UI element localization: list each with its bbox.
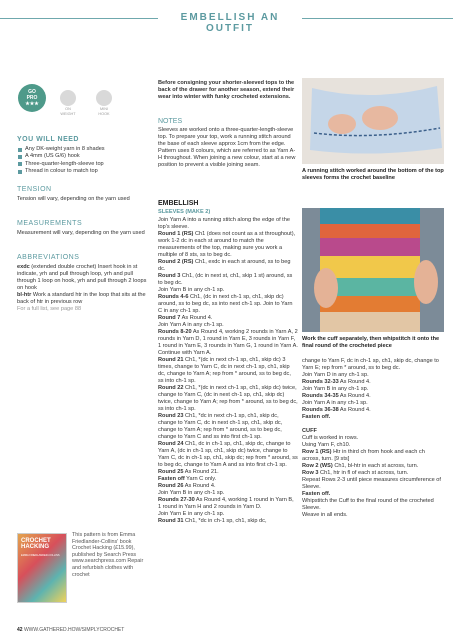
- you-will-need-heading: YOU WILL NEED: [17, 136, 79, 143]
- tension-text: Tension will vary, depending on the yarn used: [17, 196, 130, 202]
- sleeves-intro: Join Yarn A into a running stitch along the edge of the top's sleeve.: [158, 217, 290, 230]
- cuff-heading: CUFF: [302, 428, 317, 434]
- list-item: Thread in colour to match top: [17, 168, 153, 175]
- round-label: Rounds 34-35: [302, 393, 339, 399]
- round-note: Join Yarn B in any ch-1 sp.: [302, 386, 369, 392]
- round-label: Round 26: [158, 483, 184, 489]
- book-cover: [17, 533, 67, 603]
- round-text: Ch1, exdc in each st around, ss to beg dc.: [158, 259, 291, 272]
- sleeves-instructions: [158, 217, 298, 525]
- header-rule-left: [0, 18, 158, 19]
- round-text: As Round 4.: [180, 315, 213, 321]
- round-note: Join Yarn A in any ch-1 sp.: [302, 400, 368, 406]
- round-label: Round 3: [158, 273, 181, 279]
- round-text: Ch1, *(dc in next ch-1 sp, ch1, skip dc) twice, change to Yarn C, (dc in next ch-1 sp, ch1, skip dc) twice, change to Yarn A; rep from * around, ss to beg dc, ss into ch-1 sp.: [158, 385, 298, 412]
- round-label: Round 21: [158, 357, 184, 363]
- go-pro-line1: GO: [28, 89, 36, 95]
- cuff-using: Using Yarn F, ch10.: [302, 442, 351, 448]
- tension-heading: TENSION: [17, 186, 52, 193]
- round-text: Ch1, *dc in next ch-1 sp, ch1, skip dc, change to Yarn C, dc in next ch-1 sp, ch1, skip dc, change to Yarn A; rep from * around, ss to beg dc, change to Yarn C and ss into first ch-1 sp.: [158, 413, 283, 440]
- round-label: Round 7: [158, 315, 181, 321]
- weight-badge-icon: [60, 90, 76, 106]
- measurements-heading: MEASUREMENTS: [17, 220, 83, 227]
- notes-heading: NOTES: [158, 118, 183, 125]
- round-label: Round 25: [158, 469, 184, 475]
- page-number: 42: [17, 627, 23, 633]
- row-label: Row 1 (RS): [302, 449, 332, 455]
- round-label: Round 1 (RS): [158, 231, 194, 237]
- term-blhtr: bl-htr: [17, 292, 32, 298]
- row-text: Ch1, bl-htr in each st across, turn.: [332, 463, 419, 469]
- book-credit: This pattern is from Emma Friedlander-Collins' book Crochet Hacking (£15.99), published by Search Press www.searchpress.com Repair and refurbish clothes with crochet: [72, 532, 144, 578]
- round-label: Round 22: [158, 385, 184, 391]
- def-exdc: (extended double crochet) Insert hook in st indicate, yrh and pull through loop, yrh and pull through 1 loop on hook, yrh and pull through 2 loops on hook: [17, 264, 147, 291]
- round-label: Round 24: [158, 441, 184, 447]
- hook-badge-icon: [96, 90, 112, 106]
- row-text: Ch1, htr in fl of each st across, turn.: [318, 470, 409, 476]
- skill-badges: [18, 84, 138, 124]
- round-label: Round 31: [158, 518, 184, 524]
- book-cover-author: EMMA FRIEDLANDER-COLLINS: [21, 554, 60, 557]
- list-item: Any DK-weight yarn in 8 shades: [17, 146, 153, 153]
- round-text: As Round 4, working 1 round in Yarn B, 1 round in Yarn H and 2 rounds in Yarn D.: [158, 497, 294, 510]
- weight-badge-label: ON WEIGHT: [60, 107, 76, 116]
- round-text: As Round 4.: [183, 483, 216, 489]
- page-header: [0, 8, 453, 34]
- row-label: Row 3: [302, 470, 319, 476]
- cuff-intro: Cuff is worked in rows.: [302, 435, 359, 441]
- measurements-text: Measurement will vary, depending on the yarn used: [17, 230, 145, 236]
- round-label: Rounds 4-6: [158, 294, 189, 300]
- round-text: As Round 4.: [338, 407, 371, 413]
- round-note: Join Yarn D in any ch-1 sp.: [302, 372, 369, 378]
- photo-caption-2: Work the cuff separately, then whipstitch it onto the final round of the crocheted piece: [302, 336, 440, 349]
- row-label: Row 2 (WS): [302, 463, 333, 469]
- round-text: Ch1, *dc in ch-1 sp, ch1, skip dc,: [183, 518, 267, 524]
- round-text: Ch1, *(dc in next ch-1 sp, ch1, skip dc) 3 times, change to Yarn C, dc in next ch-1 sp, ch1, skip dc, change to Yarn A; rep from * around, ss to beg dc, ss into ch-1 sp.: [158, 357, 291, 384]
- cuff-photo: [302, 208, 444, 332]
- row-text: Htr in third ch from hook and each ch across, turn. [9 sts]: [302, 449, 425, 462]
- hook-badge-label: MINI HOOK: [98, 107, 110, 116]
- round-label: Fasten off: [158, 476, 185, 482]
- round-text: Ch1 (does not count as a st throughout), work 1-2 dc in each st around to match the measurements of the top, making sure you work a multiple of 8 sts, ss to beg dc.: [158, 231, 296, 258]
- go-pro-line2: PRO: [26, 95, 38, 101]
- running-stitch-photo-art: [302, 78, 444, 164]
- round-note: Join Yarn A in any ch-1 sp.: [158, 322, 224, 328]
- row-note: Weave in all ends.: [302, 512, 348, 518]
- page-footer: [17, 627, 124, 633]
- intro-text: [158, 80, 298, 101]
- book-cover-title: CROCHET HACKING: [21, 538, 51, 550]
- sleeves-heading: SLEEVES (MAKE 2): [158, 209, 211, 215]
- round-label: Rounds 8-20: [158, 329, 192, 335]
- round-label: Fasten off.: [302, 414, 331, 420]
- row-note: Repeat Rows 2-3 until piece measures circumference of Sleeve.: [302, 477, 441, 490]
- round-text: change to Yarn F, dc in ch-1 sp, ch1, skip dc, change to Yarn E; rep from * around, ss to beg dc.: [302, 358, 439, 371]
- header-rule-right: [302, 18, 453, 19]
- round-label: Rounds 27-30: [158, 497, 195, 503]
- round-label: Rounds 36-38: [302, 407, 339, 413]
- round-note: Join Yarn E in any ch-1 sp.: [158, 511, 225, 517]
- list-item: A 4mm (US G/6) hook: [17, 153, 153, 160]
- round-text: Ch1, (dc in next st, ch1, skip 1 st) around, ss to beg dc.: [158, 273, 293, 286]
- col3-instructions: [302, 358, 444, 519]
- round-text: As Round 4, working 2 rounds in Yarn A, 2 rounds in Yarn D, 1 round in Yarn E, 3 rounds in Yarn F, 1 round in Yarn E, 3 rounds in Yarn G, 1 round in Yarn A.: [158, 329, 298, 349]
- list-item: Three-quarter-length-sleeve top: [17, 161, 153, 168]
- cuff-photo-art: [302, 208, 444, 332]
- round-note: Join Yarn B in any ch-1 sp.: [158, 287, 225, 293]
- row-note: Whipstitch the Cuff to the final round of the crocheted Sleeve.: [302, 498, 434, 511]
- round-label: Round 2 (RS): [158, 259, 194, 265]
- full-list-link[interactable]: For a full list, see page 88: [17, 306, 82, 312]
- go-pro-badge: [18, 84, 46, 112]
- round-text: Yarn C only.: [184, 476, 217, 482]
- round-text: As Round 4.: [338, 379, 371, 385]
- def-blhtr: Work a standard htr in the loop that sits at the back of htr in previous row: [17, 292, 146, 305]
- round-text: Ch1, dc in ch-1 sp, ch1, skip dc, change to Yarn A, (dc in ch-1 sp, ch1, skip dc) twice, change to Yarn C, dc in ch-1 sp, ch1, skip dc; rep from * around, ss to beg dc, change to Yarn A and ss into first ch-1 sp.: [158, 441, 298, 468]
- abbreviations-text: [17, 264, 153, 313]
- abbreviations-heading: ABBREVIATIONS: [17, 254, 80, 261]
- round-text: As Round 21.: [183, 469, 219, 475]
- round-label: Rounds 32-33: [302, 379, 339, 385]
- photo-caption-1: A running stitch worked around the bottom of the top sleeves forms the crochet baseline: [302, 168, 444, 181]
- embellish-heading: EMBELLISH: [158, 200, 199, 207]
- round-note: Continue with Yarn A.: [158, 350, 212, 356]
- row-label: Fasten off.: [302, 491, 331, 497]
- materials-list: [17, 146, 153, 176]
- notes-text: Sleeves are worked onto a three-quarter-length-sleeve top. To prepare your top, work a running stitch around the base of each sleeve approx 1cm from the edge. Pattern uses 8 colours, which are referred to as Yarn A-H throughout. When joining a new colour, start at a new position to prevent a visible joining seam.: [158, 127, 296, 168]
- page-title: EMBELLISH AN OUTFIT: [180, 12, 280, 34]
- footer-url[interactable]: WWW.GATHERED.HOW/SIMPLYCROCHET: [23, 627, 125, 633]
- star-icons: ★★★: [25, 101, 39, 107]
- round-label: Round 23: [158, 413, 184, 419]
- round-note: Join Yarn B in any ch-1 sp.: [158, 490, 225, 496]
- term-exdc: exdc: [17, 264, 30, 270]
- round-text: As Round 4.: [338, 393, 371, 399]
- round-text: Ch1, (dc in next ch-1 sp, ch1, skip dc) around, ss to beg dc, ss into next ch-1 sp. Join to Yarn C in any ch-1 sp.: [158, 294, 293, 314]
- running-stitch-photo: [302, 78, 444, 164]
- intro-bold: Before consigning your shorter-sleeved tops to the back of the drawer for another season, extend their wear into winter with funky crocheted extensions.: [158, 80, 295, 100]
